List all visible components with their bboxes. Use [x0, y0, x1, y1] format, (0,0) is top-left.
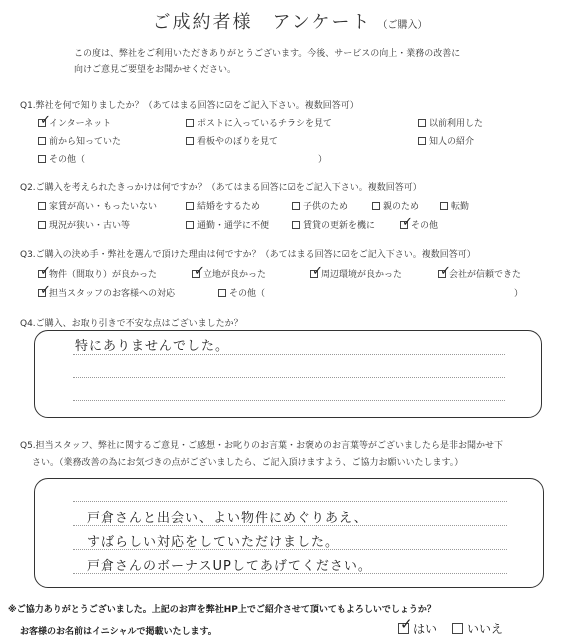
intro-line-2: 向けご意見ご要望をお聞かせください。 [74, 65, 237, 75]
q4-question: Q4.ご購入、お取り引きで不安な点はございましたか？ [20, 319, 243, 329]
option-label: 立地が良かった [203, 270, 267, 280]
consent-no-option[interactable] [452, 620, 503, 637]
consent-yes-option[interactable] [398, 615, 438, 637]
q1-option-5[interactable] [418, 134, 474, 147]
option-label: インターネット [49, 119, 112, 129]
q1-option-1[interactable] [186, 116, 332, 129]
checkbox[interactable] [38, 137, 46, 145]
checkbox[interactable] [372, 202, 380, 210]
q5-answer-line-3: 戸倉さんのボーナスUPしてあげてください。 [87, 559, 372, 574]
check-icon: ✓ [400, 615, 413, 633]
q2-question: Q2.ご購入を考えられたきっかけは何ですか？（あてはまる回答に☑をご記入下さい。複数回答可） [20, 183, 422, 193]
q2-option-4[interactable] [440, 199, 469, 212]
q2-option-5[interactable] [38, 218, 130, 231]
answer-rule [73, 377, 505, 378]
option-label: 現況が狭い・古い等 [49, 221, 131, 231]
checkbox[interactable] [418, 119, 426, 127]
q1-close-paren: ） [318, 155, 328, 165]
checkbox[interactable] [186, 119, 194, 127]
option-label: 周辺環境が良かった [321, 270, 403, 280]
check-icon: ✓ [40, 263, 51, 279]
checkbox[interactable] [38, 112, 51, 128]
q3-question: Q3.ご購入の決め手・弊社を選んで頂けた理由は何ですか？（あてはまる回答に☑をご記入下さい。複数回答可） [20, 250, 476, 260]
q1-question: Q1.弊社を何で知りましたか？（あてはまる回答に☑をご記入下さい。複数回答可） [20, 101, 359, 111]
q1-option-0[interactable] [38, 112, 112, 129]
checkbox[interactable] [38, 282, 51, 298]
option-label: ポストに入っているチラシを見て [197, 119, 333, 129]
checkbox[interactable] [438, 263, 451, 279]
q2-option-3[interactable] [372, 199, 419, 212]
option-label: 看板やのぼりを見て [197, 137, 279, 147]
checkbox[interactable] [310, 263, 323, 279]
q3-option-5[interactable] [218, 286, 265, 299]
option-label: 以前利用した [429, 119, 484, 129]
intro-text [74, 46, 544, 78]
q5-answer-line-1: 戸倉さんと出会い、よい物件にめぐりあえ、 [87, 511, 368, 526]
q4-answer-box[interactable] [34, 330, 542, 418]
footer-consent-question: ※ご協力ありがとうございました。上記のお声を弊社HP上でご紹介させて頂いてもよろしいでしょうか？ [8, 605, 436, 615]
option-label: 会社が信頼できた [449, 270, 522, 280]
checkbox[interactable] [38, 202, 46, 210]
checkbox[interactable] [38, 221, 46, 229]
q2-option-8[interactable] [400, 214, 439, 231]
q5-answer-line-2: すばらしい対応をしていただけました。 [87, 535, 340, 550]
q5-question-line-1: Q5.担当スタッフ、弊社に関するご意見・ご感想・お叱りのお言葉・お褒めのお言葉等がございましたら是非お聞かせ下 [20, 441, 503, 451]
option-label: 知人の紹介 [429, 137, 475, 147]
checkbox[interactable] [218, 289, 226, 297]
option-label: その他 [411, 221, 439, 231]
q1-option-6[interactable] [38, 152, 85, 165]
q5-question-line-2: さい。（業務改善の為にお気づきの点がございましたら、ご記入頂けますよう、ご協力お願いいたします。） [32, 458, 464, 468]
intro-line-1: この度は、弊社をご利用いただきありがとうございます。今後、サービスの向上・業務の改善に [74, 49, 461, 59]
q4-answer-text: 特にありませんでした。 [75, 339, 230, 354]
q3-option-1[interactable] [192, 263, 267, 280]
q5-answer-box[interactable] [34, 478, 544, 588]
checkbox[interactable] [192, 263, 205, 279]
answer-rule [73, 354, 505, 355]
checkbox[interactable] [452, 623, 463, 634]
checkbox[interactable] [38, 155, 46, 163]
q3-close-paren: ） [514, 289, 524, 299]
checkbox[interactable] [398, 615, 413, 634]
checkbox[interactable] [292, 202, 300, 210]
title-text: ご成約者様 アンケート [152, 12, 372, 33]
option-label: 家賃が高い・もったいない [49, 202, 158, 212]
option-label: 子供のため [303, 202, 349, 212]
check-icon: ✓ [40, 282, 51, 298]
answer-rule [73, 400, 505, 401]
yes-label: はい [413, 622, 438, 636]
option-label: 担当スタッフのお客様への対応 [49, 289, 176, 299]
check-icon: ✓ [440, 263, 451, 279]
checkbox[interactable] [440, 202, 448, 210]
checkbox[interactable] [38, 263, 51, 279]
checkbox[interactable] [186, 137, 194, 145]
q2-option-2[interactable] [292, 199, 348, 212]
check-icon: ✓ [40, 112, 51, 128]
checkbox[interactable] [186, 221, 194, 229]
option-label: 前から知っていた [49, 137, 122, 147]
q2-option-0[interactable] [38, 199, 157, 212]
q2-option-7[interactable] [292, 218, 375, 231]
checkbox[interactable] [186, 202, 194, 210]
option-label: 賃貸の更新を機に [303, 221, 376, 231]
check-icon: ✓ [312, 263, 323, 279]
option-label: その他（ [49, 155, 86, 165]
survey-title [0, 8, 580, 34]
footer-initials-note: お客様のお名前はイニシャルで掲載いたします。 [20, 627, 217, 637]
q3-option-2[interactable] [310, 263, 403, 280]
check-icon: ✓ [194, 263, 205, 279]
option-label: 転勤 [451, 202, 470, 212]
q3-option-0[interactable] [38, 263, 158, 280]
check-icon: ✓ [402, 214, 413, 230]
checkbox[interactable] [418, 137, 426, 145]
option-label: 結婚をするため [197, 202, 261, 212]
q1-option-3[interactable] [38, 134, 121, 147]
option-label: その他（ [229, 289, 266, 299]
option-label: 通勤・通学に不便 [197, 221, 270, 231]
title-subtitle: （ご購入） [377, 20, 428, 31]
answer-rule [73, 501, 507, 502]
checkbox[interactable] [292, 221, 300, 229]
option-label: 物件（間取り）が良かった [49, 270, 158, 280]
option-label: 親のため [383, 202, 420, 212]
q3-option-4[interactable] [38, 282, 176, 299]
q2-option-1[interactable] [186, 199, 260, 212]
no-label: いいえ [467, 622, 504, 636]
q3-option-3[interactable] [438, 263, 522, 280]
checkbox[interactable] [400, 214, 413, 230]
q1-option-2[interactable] [418, 116, 483, 129]
q1-option-4[interactable] [186, 134, 278, 147]
q2-option-6[interactable] [186, 218, 269, 231]
